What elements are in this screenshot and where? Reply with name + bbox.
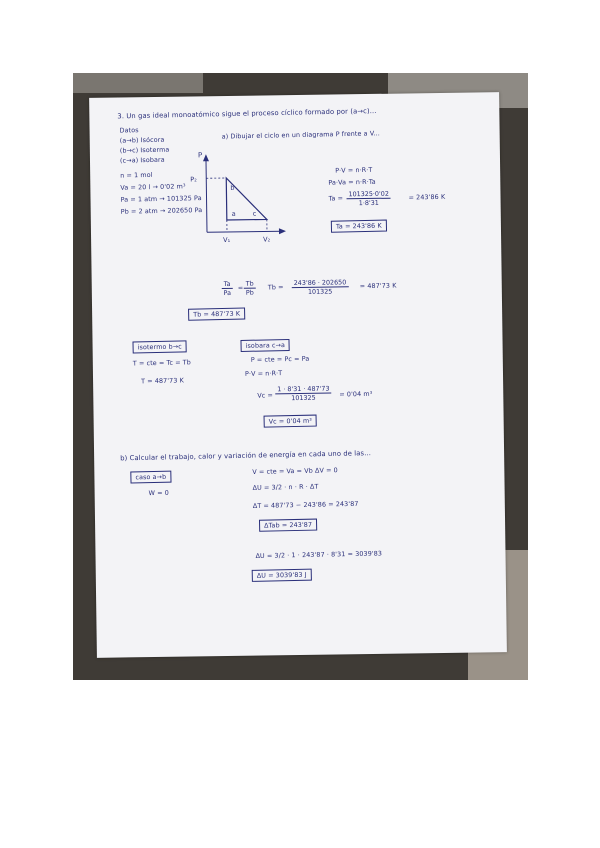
- delta-t-eq: ΔT = 487'73 − 243'86 = 243'87: [252, 499, 359, 511]
- ratio-a-num: Ta: [222, 280, 233, 289]
- ratio-b-den: Pb: [245, 288, 254, 297]
- internal-energy-eq: ΔU = 3/2 · n · R · ΔT: [252, 482, 319, 492]
- given-pa: Pa = 1 atm → 101325 Pa: [120, 194, 202, 204]
- pv-eq: P·V = n·R·T: [244, 369, 283, 378]
- process-bc: (b→c) Isoterma: [119, 145, 170, 155]
- y-axis: [206, 158, 207, 232]
- datos-label: Datos: [119, 126, 139, 135]
- case-ab-label: caso a→b: [130, 471, 171, 484]
- delta-t-boxed: ΔTab = 243'87: [259, 519, 317, 532]
- ta-fraction: [346, 190, 391, 208]
- ta-prefix: Ta =: [328, 194, 344, 203]
- point-c: c: [252, 209, 257, 218]
- p-const-eq: P = cte = Pc = Pa: [250, 354, 310, 364]
- p2-tick: P₂: [190, 175, 197, 184]
- given-pb: Pb = 2 atm → 202650 Pa: [120, 206, 203, 216]
- vc-result: = 0'04 m³: [339, 389, 373, 399]
- vc-fraction: [275, 385, 332, 403]
- ideal-gas-eq: P·V = n·R·T: [335, 165, 373, 175]
- tb-prefix: Tb =: [267, 283, 284, 292]
- tb-result: = 487'73 K: [359, 281, 397, 291]
- v2-tick: V₂: [263, 235, 271, 244]
- given-n: n = 1 mol: [120, 170, 153, 180]
- volume-const-eq: V = cte = Va = Vb ΔV = 0: [252, 466, 338, 476]
- document-photo: [73, 73, 528, 680]
- problem-title: 3. Un gas ideal monoatómico sigue el proceso cíclico formado por (a→c)...: [117, 106, 377, 121]
- tb-numerator: 243'86 · 202650: [292, 278, 349, 288]
- tb-boxed-result: Tb = 487'73 K: [188, 308, 245, 321]
- t-value: T = 487'73 K: [140, 376, 184, 386]
- ratio-b-num: Tb: [244, 280, 256, 289]
- ratio-a: [222, 280, 233, 297]
- equals-sign: =: [237, 283, 244, 292]
- x-axis: [207, 231, 282, 232]
- background-surface: [73, 73, 203, 93]
- delta-u-boxed: ΔU = 3039'83 J: [252, 569, 312, 582]
- y-label: P: [197, 151, 203, 160]
- vc-prefix: Vc =: [257, 391, 274, 400]
- ratio-b: [244, 280, 256, 297]
- x-axis-arrow: [279, 228, 286, 234]
- t-const-eq: T = cte = Tc = Tb: [132, 358, 192, 368]
- given-va: Va = 20 l → 0'02 m³: [120, 182, 186, 192]
- point-a: a: [231, 209, 236, 218]
- handwritten-sheet: [89, 92, 507, 658]
- isotermo-label: isotermo b→c: [132, 340, 187, 353]
- ta-boxed-result: Ta = 243'86 K: [331, 220, 387, 233]
- vc-numerator: 1 · 8'31 · 487'73: [275, 385, 331, 395]
- ratio-a-den: Pa: [223, 288, 232, 298]
- y-axis-arrow: [203, 154, 209, 161]
- ta-denominator: 1·8'31: [358, 198, 379, 208]
- pv-diagram: [186, 147, 297, 249]
- ideal-gas-eq-a: Pa·Va = n·R·Ta: [328, 177, 376, 187]
- part-b-heading: b) Calcular el trabajo, calor y variación de energía en cada uno de las...: [120, 449, 372, 463]
- vc-denominator: 101325: [291, 393, 316, 403]
- process-ca: (c→a) Isobara: [119, 155, 165, 165]
- vc-boxed-result: Vc = 0'04 m³: [264, 415, 318, 428]
- delta-u-eq: ΔU = 3/2 · 1 · 243'87 · 8'31 = 3039'83: [255, 549, 383, 561]
- ta-result: = 243'86 K: [408, 192, 446, 202]
- process-ab: (a→b) Isócora: [119, 135, 165, 145]
- tb-fraction: [292, 278, 349, 296]
- v1-tick: V₁: [223, 235, 231, 245]
- tb-denominator: 101325: [307, 287, 333, 296]
- ta-numerator: 101325·0'02: [346, 190, 391, 200]
- isobara-label: isobara c→a: [240, 339, 290, 352]
- part-a-heading: a) Dibujar el ciclo en un diagrama P frente a V...: [221, 129, 380, 141]
- work-zero: W = 0: [148, 488, 170, 498]
- point-b: b: [230, 183, 235, 192]
